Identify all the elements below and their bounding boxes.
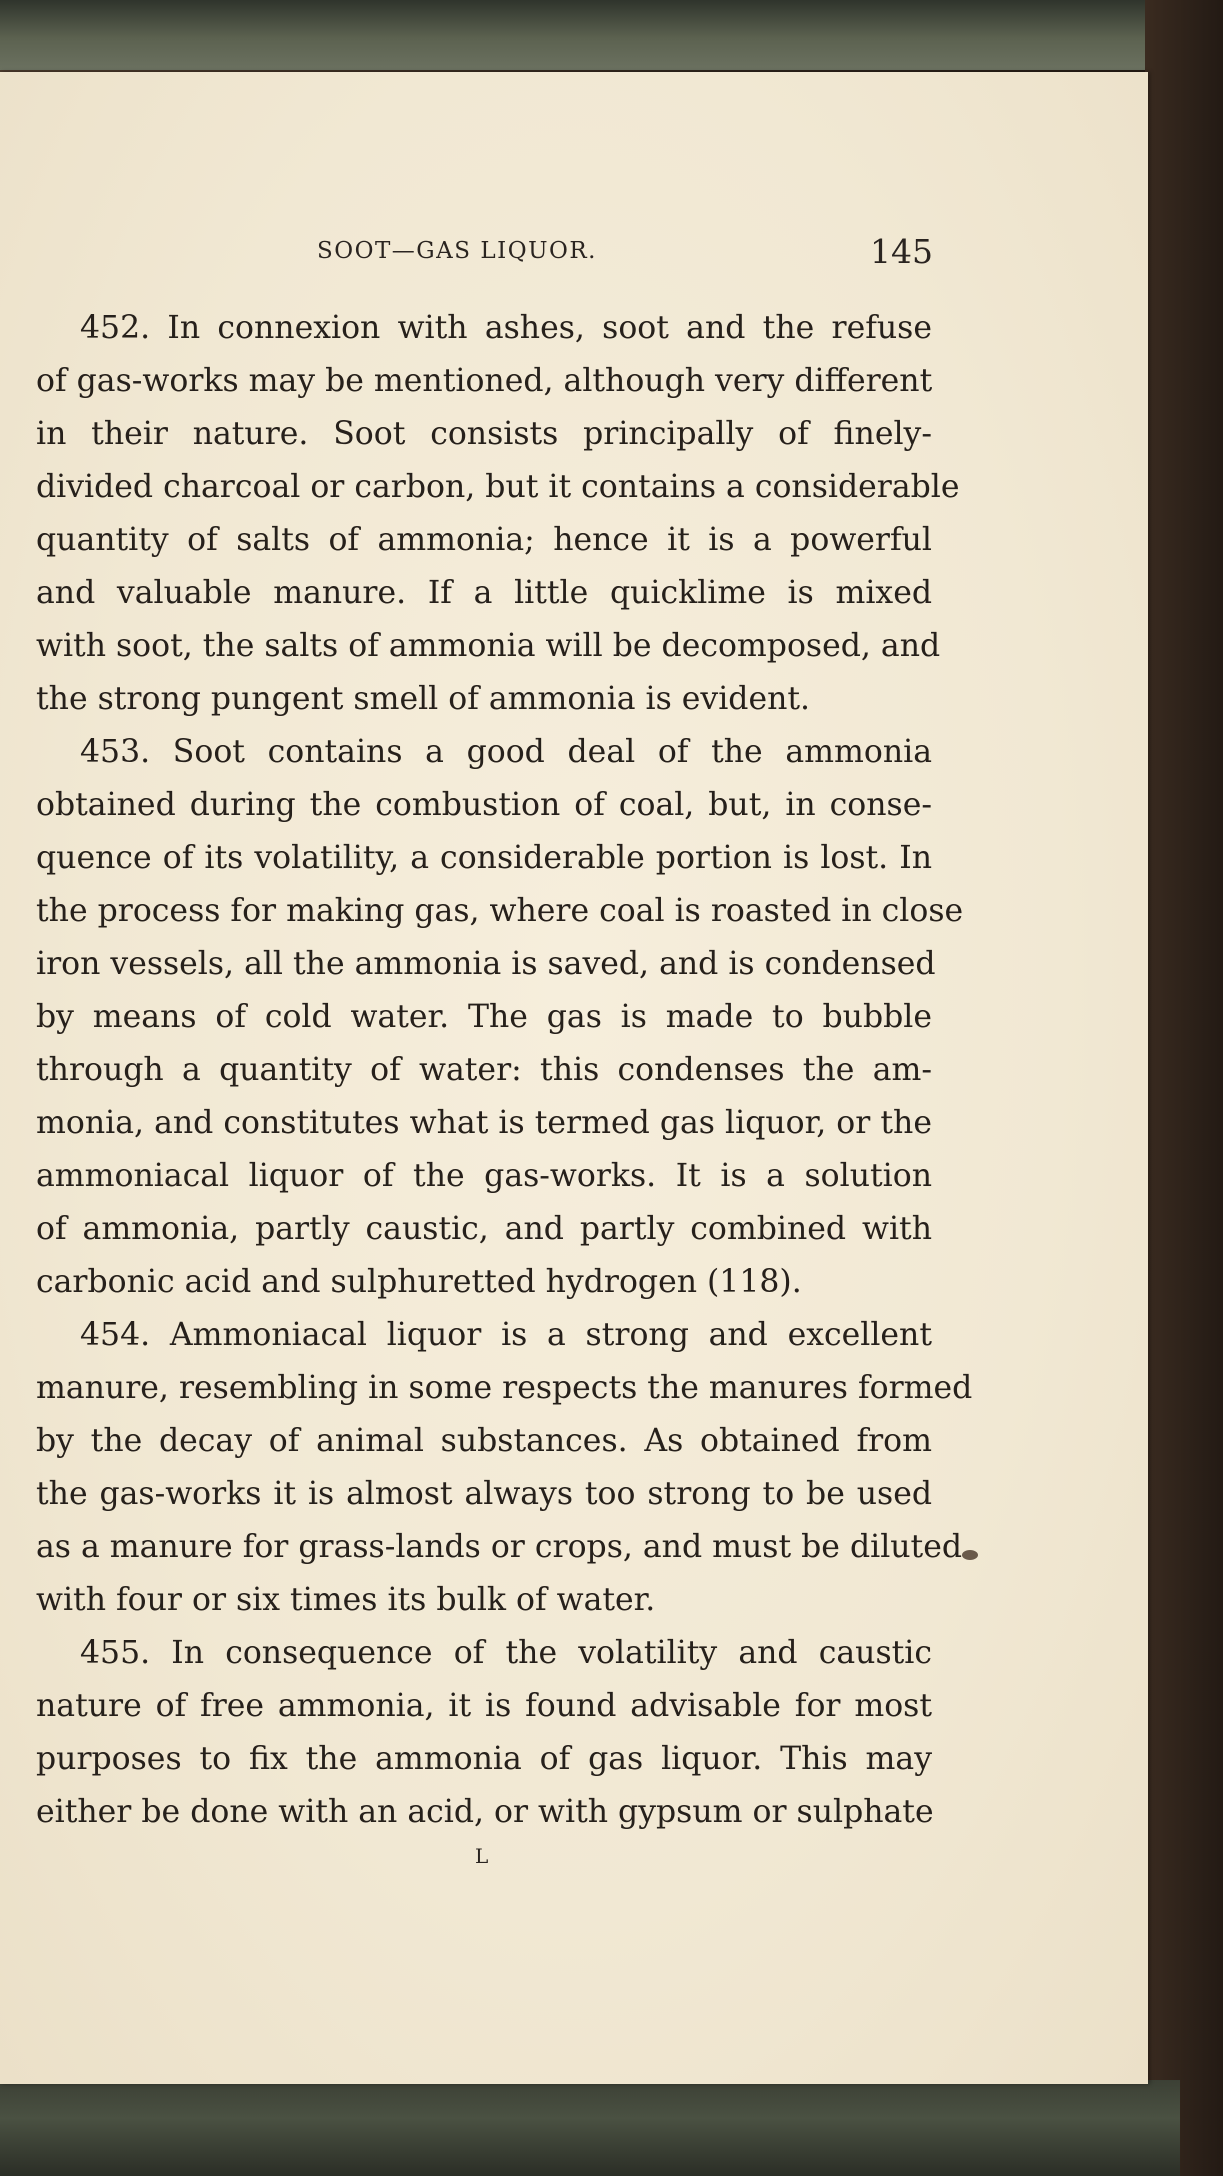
page-number: 145 xyxy=(870,232,933,271)
text-line: manure, resembling in some respects the manures formed xyxy=(36,1370,973,1406)
text-line: 455. In consequence of the volatility and caustic xyxy=(80,1635,932,1671)
text-line: quantity of salts of ammonia; hence it is a powerful xyxy=(36,522,932,558)
text-line: monia, and constitutes what is termed gas liquor, or the xyxy=(36,1105,932,1141)
text-line: of gas-works may be mentioned, although very different xyxy=(36,363,933,399)
text-line: carbonic acid and sulphuretted hydrogen (118). xyxy=(36,1264,802,1300)
text-line: 454. Ammoniacal liquor is a strong and excellent xyxy=(80,1317,932,1353)
body-text xyxy=(36,302,973,1839)
text-line: in their nature. Soot consists principally of finely- xyxy=(36,416,932,452)
text-line: purposes to fix the ammonia of gas liquor. This may xyxy=(36,1741,932,1777)
text-line: by the decay of animal substances. As obtained from xyxy=(36,1423,932,1459)
text-line: ammoniacal liquor of the gas-works. It is a solution xyxy=(36,1158,932,1194)
running-head-title: SOOT—GAS LIQUOR. xyxy=(317,238,597,264)
ink-blot xyxy=(962,1550,978,1560)
text-line: the gas-works it is almost always too strong to be used xyxy=(36,1476,932,1512)
text-line: quence of its volatility, a considerable portion is lost. In xyxy=(36,840,932,876)
text-line: 453. Soot contains a good deal of the ammonia xyxy=(80,734,932,770)
text-line: either be done with an acid, or with gypsum or sulphate xyxy=(36,1794,934,1830)
text-line: obtained during the combustion of coal, but, in conse- xyxy=(36,787,932,823)
book-cloth-bottom xyxy=(0,2080,1180,2176)
text-line: and valuable manure. If a little quicklime is mixed xyxy=(36,575,932,611)
text-line: through a quantity of water: this condenses the am- xyxy=(36,1052,932,1088)
book-right-edge xyxy=(1145,0,1223,2176)
text-line: divided charcoal or carbon, but it contains a considerable xyxy=(36,469,960,505)
text-line: 452. In connexion with ashes, soot and the refuse xyxy=(80,310,932,346)
text-line: with soot, the salts of ammonia will be decomposed, and xyxy=(36,628,941,664)
running-head xyxy=(0,232,1223,272)
text-line: by means of cold water. The gas is made to bubble xyxy=(36,999,932,1035)
text-line: nature of free ammonia, it is found advisable for most xyxy=(36,1688,932,1724)
text-line: the strong pungent smell of ammonia is evident. xyxy=(36,681,811,717)
signature-mark: L xyxy=(475,1844,489,1868)
text-line: the process for making gas, where coal is roasted in close xyxy=(36,893,964,929)
text-line: with four or six times its bulk of water. xyxy=(36,1582,656,1618)
text-line: as a manure for grass-lands or crops, and must be diluted xyxy=(36,1529,963,1565)
text-line: iron vessels, all the ammonia is saved, and is condensed xyxy=(36,946,936,982)
book-cloth-top xyxy=(0,0,1180,70)
text-line: of ammonia, partly caustic, and partly combined with xyxy=(36,1211,932,1247)
